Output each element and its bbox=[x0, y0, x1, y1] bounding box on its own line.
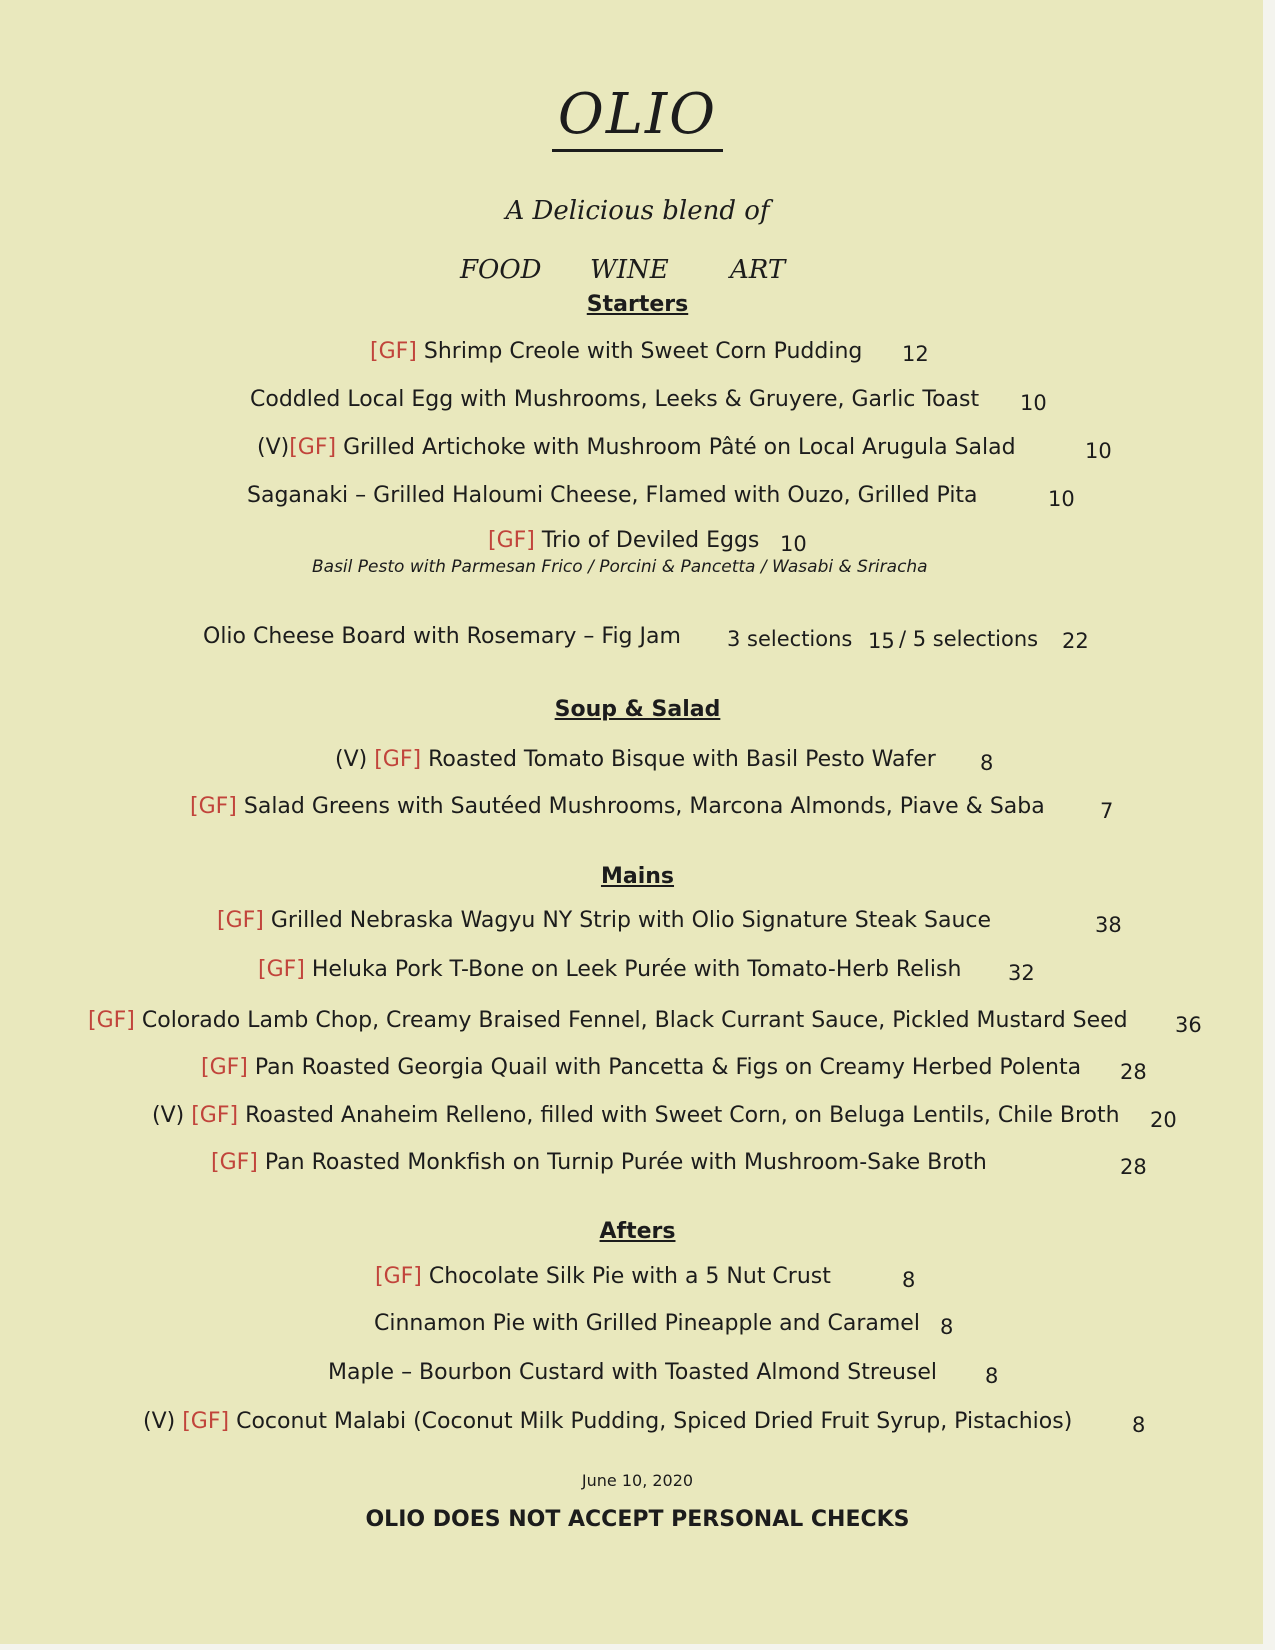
item-name: Heluka Pork T-Bone on Leek Purée with Tomato-Herb Relish bbox=[304, 957, 962, 982]
item-name: Grilled Artichoke with Mushroom Pâté on Local Arugula Salad bbox=[336, 435, 1016, 460]
menu-item bbox=[203, 622, 681, 652]
item-name: Trio of Deviled Eggs bbox=[534, 528, 760, 553]
item-price: 28 bbox=[1120, 1060, 1147, 1084]
veg-tag: (V) bbox=[152, 1103, 192, 1128]
item-price: 22 bbox=[1062, 629, 1089, 653]
menu-item bbox=[375, 1262, 831, 1292]
menu-item bbox=[374, 1309, 920, 1339]
menu-item bbox=[250, 385, 979, 415]
menu-item bbox=[258, 955, 961, 985]
pillar-food: FOOD bbox=[460, 255, 542, 285]
payment-notice: OLIO DOES NOT ACCEPT PERSONAL CHECKS bbox=[365, 1507, 910, 1532]
item-name: Chocolate Silk Pie with a 5 Nut Crust bbox=[421, 1264, 831, 1289]
item-name: Olio Cheese Board with Rosemary – Fig Jam bbox=[203, 624, 681, 649]
item-name: Maple – Bourbon Custard with Toasted Almond Streusel bbox=[328, 1360, 938, 1385]
gf-tag: [GF] bbox=[217, 908, 264, 933]
scan-edge bbox=[1263, 0, 1275, 1650]
gf-tag: [GF] bbox=[190, 794, 237, 819]
item-description: Basil Pesto with Parmesan Frico / Porcini & Pancetta / Wasabi & Sriracha bbox=[312, 557, 928, 577]
veg-tag: (V) bbox=[257, 435, 290, 460]
menu-item bbox=[257, 433, 1016, 463]
menu-item bbox=[143, 1407, 1072, 1437]
gf-tag: [GF] bbox=[370, 339, 417, 364]
pillar-wine: WINE bbox=[590, 255, 669, 285]
gf-tag: [GF] bbox=[375, 1264, 422, 1289]
item-price: 10 bbox=[1020, 391, 1047, 415]
menu-item bbox=[190, 792, 1045, 822]
item-name: Saganaki – Grilled Haloumi Cheese, Flamed with Ouzo, Grilled Pita bbox=[247, 483, 978, 508]
item-price: 15 bbox=[868, 629, 895, 653]
item-name: Salad Greens with Sautéed Mushrooms, Marcona Almonds, Piave & Saba bbox=[236, 794, 1045, 819]
menu-date: June 10, 2020 bbox=[581, 1471, 694, 1490]
scan-edge-bottom bbox=[0, 1644, 1275, 1650]
item-name: Grilled Nebraska Wagyu NY Strip with Olio Signature Steak Sauce bbox=[263, 908, 992, 933]
item-price: 8 bbox=[1132, 1413, 1146, 1437]
item-name: Roasted Tomato Bisque with Basil Pesto Wafer bbox=[421, 747, 936, 772]
section-heading-starters: Starters bbox=[586, 292, 689, 317]
gf-tag: [GF] bbox=[488, 528, 535, 553]
veg-tag: (V) bbox=[143, 1409, 183, 1434]
pillar-art: ART bbox=[730, 255, 786, 285]
gf-tag: [GF] bbox=[374, 747, 422, 772]
veg-tag: (V) bbox=[335, 747, 375, 772]
item-name: Shrimp Creole with Sweet Corn Pudding bbox=[416, 339, 863, 364]
section-heading-soup-salad: Soup & Salad bbox=[554, 697, 721, 722]
item-price: 7 bbox=[1100, 799, 1114, 823]
menu-item bbox=[88, 1006, 1128, 1036]
item-price: 8 bbox=[985, 1364, 999, 1388]
gf-tag: [GF] bbox=[211, 1150, 258, 1175]
item-price: 32 bbox=[1008, 961, 1035, 985]
item-name: Pan Roasted Georgia Quail with Pancetta & Figs on Creamy Herbed Polenta bbox=[247, 1055, 1082, 1080]
item-name: Coddled Local Egg with Mushrooms, Leeks & Gruyere, Garlic Toast bbox=[250, 387, 980, 412]
item-price: 12 bbox=[902, 342, 929, 366]
item-name: Pan Roasted Monkfish on Turnip Purée with Mushroom-Sake Broth bbox=[257, 1150, 987, 1175]
item-name: Colorado Lamb Chop, Creamy Braised Fennel, Black Currant Sauce, Pickled Mustard Seed bbox=[134, 1008, 1128, 1033]
item-price: 10 bbox=[780, 532, 807, 556]
item-option: / 5 selections bbox=[899, 627, 1039, 651]
gf-tag: [GF] bbox=[289, 435, 337, 460]
menu-item bbox=[247, 481, 978, 511]
menu-item bbox=[335, 745, 936, 775]
section-heading-afters: Afters bbox=[599, 1219, 676, 1244]
item-price: 28 bbox=[1120, 1155, 1147, 1179]
item-price: 8 bbox=[940, 1315, 954, 1339]
item-price: 10 bbox=[1085, 439, 1112, 463]
gf-tag: [GF] bbox=[191, 1103, 239, 1128]
menu-item bbox=[152, 1101, 1120, 1131]
menu-item bbox=[488, 526, 759, 556]
item-price: 10 bbox=[1048, 487, 1075, 511]
item-price: 38 bbox=[1095, 913, 1122, 937]
item-price: 8 bbox=[980, 751, 994, 775]
restaurant-title: OLIO bbox=[0, 82, 1275, 152]
item-price: 36 bbox=[1175, 1013, 1202, 1037]
item-option: 3 selections bbox=[727, 627, 853, 651]
item-price: 8 bbox=[902, 1268, 916, 1292]
tagline: A Delicious blend of bbox=[505, 196, 770, 226]
gf-tag: [GF] bbox=[182, 1409, 230, 1434]
item-price: 20 bbox=[1150, 1108, 1177, 1132]
gf-tag: [GF] bbox=[258, 957, 305, 982]
menu-item bbox=[211, 1148, 987, 1178]
item-name: Cinnamon Pie with Grilled Pineapple and Caramel bbox=[374, 1311, 920, 1336]
item-name: Coconut Malabi (Coconut Milk Pudding, Spiced Dried Fruit Syrup, Pistachios) bbox=[229, 1409, 1073, 1434]
menu-item bbox=[201, 1053, 1081, 1083]
item-name: Roasted Anaheim Relleno, filled with Sweet Corn, on Beluga Lentils, Chile Broth bbox=[238, 1103, 1120, 1128]
menu-item bbox=[217, 906, 991, 936]
gf-tag: [GF] bbox=[201, 1055, 248, 1080]
menu-item bbox=[370, 337, 862, 367]
section-heading-mains: Mains bbox=[600, 864, 675, 889]
menu-item bbox=[328, 1358, 937, 1388]
gf-tag: [GF] bbox=[88, 1008, 135, 1033]
